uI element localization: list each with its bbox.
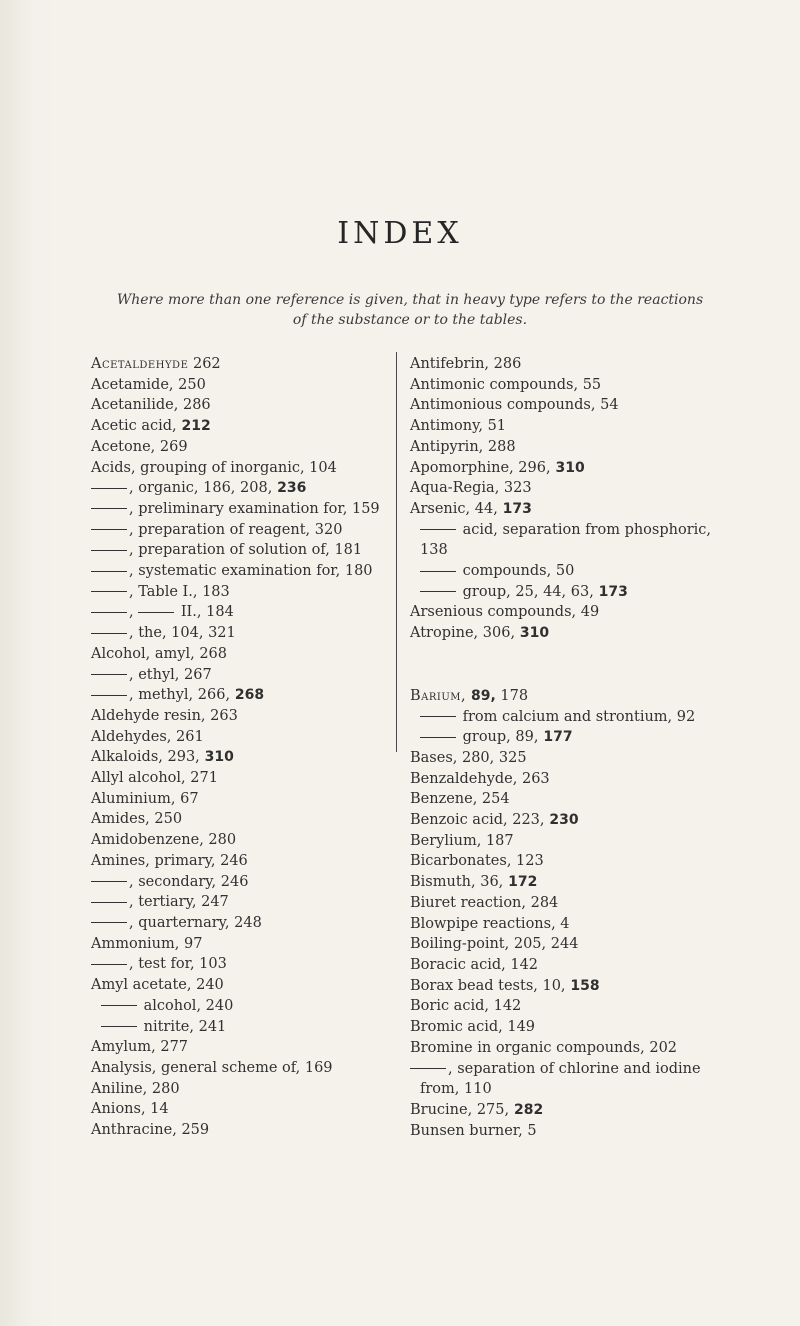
entry-refs: 149 <box>502 1019 536 1036</box>
ditto-dash <box>91 674 127 675</box>
index-entry <box>410 375 710 396</box>
index-entry <box>410 602 710 623</box>
entry-heading: Antipyrin, <box>410 438 484 455</box>
entry-refs: 254 <box>477 791 510 808</box>
entry-heading: Acids, grouping of inorganic, <box>91 459 305 476</box>
index-entry <box>410 478 710 499</box>
index-entry <box>91 499 380 520</box>
entry-refs: 186, 208, <box>198 480 273 497</box>
entry-heading: Blowpipe reactions, <box>410 915 556 932</box>
entry-refs: 263 <box>205 707 238 724</box>
entry-heading: Borax bead tests, <box>410 977 538 994</box>
entry-heading: Analysis, general scheme of, <box>91 1059 301 1076</box>
ditto-dash <box>91 550 127 551</box>
index-entry <box>410 458 710 479</box>
entry-heading: , test for, <box>129 956 195 973</box>
index-entry <box>91 354 361 375</box>
index-entry <box>91 975 361 996</box>
entry-heading: Amyl acetate, <box>91 977 192 994</box>
entry-refs: 25, 44, 63, <box>510 583 594 600</box>
entry-heading: Anthracine, <box>91 1122 177 1139</box>
entry-refs: 240 <box>201 997 234 1014</box>
entry-heading: , quarternary, <box>129 914 230 931</box>
entry-heading: Aniline, <box>91 1080 148 1097</box>
entry-refs: 180 <box>340 563 373 580</box>
index-entry <box>410 520 710 541</box>
index-entry <box>410 1079 710 1100</box>
entry-heading: Benzoic acid, <box>410 812 508 829</box>
entry-refs: 14 <box>145 1101 169 1118</box>
entry-refs: 277 <box>155 1039 189 1056</box>
entry-heading: Acetaldehyde <box>91 356 189 372</box>
index-entry <box>410 623 710 644</box>
index-entry <box>91 540 361 561</box>
entry-heading: Acetic acid, <box>91 418 177 435</box>
entry-heavy-ref: 236 <box>272 480 307 497</box>
entry-refs: 159 <box>347 500 380 517</box>
entry-heavy-ref: 310 <box>515 625 550 642</box>
ditto-dash <box>420 571 456 572</box>
entry-heading: Alkaloids, <box>91 749 163 766</box>
ditto-dash <box>91 591 127 592</box>
entry-refs: 50 <box>551 563 575 580</box>
index-entry <box>410 748 710 769</box>
column-divider <box>396 352 397 752</box>
entry-heading: , systematic examination for, <box>129 563 341 580</box>
index-entry <box>91 685 361 706</box>
entry-heading: Bunsen burner, <box>410 1122 523 1139</box>
entry-heading: Antifebrin, <box>410 356 490 372</box>
index-entry <box>91 892 361 913</box>
entry-heading: acid, separation from phosphoric, <box>458 521 712 538</box>
entry-refs: 67 <box>175 790 199 807</box>
entry-refs: 103 <box>194 956 227 973</box>
ditto-dash <box>420 737 456 738</box>
entry-refs: 10, <box>537 977 566 994</box>
entry-heavy-ref: 172 <box>503 874 538 891</box>
entry-refs: 202 <box>644 1039 678 1056</box>
index-entry <box>91 665 361 686</box>
entry-heading: , ethyl, <box>129 666 180 683</box>
index-entry <box>91 913 361 934</box>
index-entry <box>410 561 710 582</box>
index-entry <box>91 727 361 748</box>
index-note: Where more than one reference is given, that in heavy type refers to the reactions of the substance or to the tables. <box>116 292 704 328</box>
index-entry <box>91 934 361 955</box>
entry-heavy-ref: 282 <box>509 1101 544 1118</box>
index-entry <box>91 1079 361 1100</box>
entry-heavy-ref: 268 <box>230 687 265 704</box>
index-entry <box>410 831 710 852</box>
entry-refs: 268 <box>194 645 228 662</box>
entry-refs: 44, <box>470 500 498 517</box>
entry-heading: Amylum, <box>91 1039 156 1056</box>
index-entry <box>410 499 710 520</box>
entry-heading: Brucine, <box>410 1101 473 1118</box>
entry-refs: 269 <box>155 438 188 455</box>
entry-heading: Alcohol, amyl, <box>91 645 195 662</box>
ditto-dash <box>420 529 456 530</box>
index-entry <box>91 437 361 458</box>
entry-refs: 286 <box>489 356 522 372</box>
entry-refs: 247 <box>196 894 229 911</box>
index-entry <box>91 520 361 541</box>
entry-heading: Amides, <box>91 811 150 828</box>
entry-refs: 184 <box>201 604 234 621</box>
index-entry <box>91 582 361 603</box>
entry-heading: Bases, <box>410 749 458 766</box>
entry-heading: alcohol, <box>139 997 202 1014</box>
entry-refs: 36, <box>475 874 504 891</box>
entry-refs: 323 <box>499 480 532 497</box>
index-entry <box>91 416 361 437</box>
ditto-dash <box>91 488 127 489</box>
entry-refs: 142 <box>505 956 539 973</box>
entry-refs: 246 <box>216 873 249 890</box>
ditto-dash <box>101 1005 137 1006</box>
ditto-dash <box>91 571 127 572</box>
entry-heavy-ref: 173 <box>593 583 628 600</box>
entry-heading: Bismuth, <box>410 874 476 891</box>
index-entry <box>91 478 361 499</box>
entry-heading: , secondary, <box>129 873 217 890</box>
entry-heading: Arsenious compounds, <box>410 604 577 621</box>
entry-refs: 262 <box>188 356 221 372</box>
entry-heading: Berylium, <box>410 832 482 849</box>
entry-heading: , Table I., <box>129 583 198 600</box>
entry-subheading: II., <box>176 604 202 621</box>
entry-refs: 51 <box>482 418 507 435</box>
entry-refs: 49 <box>576 604 600 621</box>
entry-heading: Amidobenzene, <box>91 832 204 849</box>
index-entry <box>91 1037 361 1058</box>
index-entry <box>91 996 361 1017</box>
entry-heading: Anions, <box>91 1101 146 1118</box>
ditto-dash <box>420 716 456 717</box>
entry-heading: Boric acid, <box>410 998 489 1015</box>
entry-refs: 55 <box>578 376 602 393</box>
entry-heading: Acetanilide, <box>91 397 179 414</box>
entry-heading: Aqua-Regia, <box>410 480 500 497</box>
index-column-left <box>91 354 380 1141</box>
entry-refs: 223, <box>507 812 545 829</box>
index-entry <box>91 747 361 768</box>
entry-refs: 205, 244 <box>509 936 579 953</box>
index-column-right <box>410 354 710 1141</box>
entry-refs: 5 <box>522 1122 537 1139</box>
entry-refs: 178 <box>495 687 529 704</box>
entry-refs: 123 <box>511 853 544 870</box>
entry-heading: Boiling-point, <box>410 936 510 953</box>
entry-heading: from, <box>420 1081 460 1098</box>
entry-heading: Allyl alcohol, <box>91 770 186 787</box>
entry-heading: Aldehyde resin, <box>91 707 206 724</box>
entry-heading: Bromine in organic compounds, <box>410 1039 645 1056</box>
index-entry <box>91 1099 361 1120</box>
entry-heavy-ref: 310 <box>550 459 585 476</box>
entry-refs: 181 <box>329 542 363 559</box>
entry-refs: 110 <box>459 1081 492 1098</box>
entry-heading: , separation of chlorine and iodine <box>448 1060 701 1077</box>
index-entry <box>410 996 710 1017</box>
entry-heading: Bromic acid, <box>410 1019 503 1036</box>
entry-heading: Antimonic compounds, <box>410 376 579 393</box>
entry-refs: 246 <box>215 852 248 869</box>
entry-heading: from calcium and strontium, <box>458 708 673 725</box>
entry-refs: 275, <box>472 1101 510 1118</box>
entry-heading: Amines, primary, <box>91 852 216 869</box>
entry-heading: Aluminium, <box>91 790 176 807</box>
index-entry <box>91 644 361 665</box>
index-entry <box>91 623 361 644</box>
section-gap <box>410 644 710 686</box>
index-entry <box>410 437 710 458</box>
index-entry <box>410 914 710 935</box>
index-entry <box>91 809 361 830</box>
entry-heading: , preparation of solution of, <box>129 542 330 559</box>
index-entry <box>410 955 710 976</box>
entry-heading: Aldehydes, <box>91 728 172 745</box>
ditto-dash <box>410 1068 446 1069</box>
index-entry <box>410 582 710 603</box>
entry-refs: 104 <box>304 459 337 476</box>
entry-heading: 138 <box>420 542 448 559</box>
index-entry <box>410 686 710 707</box>
ditto-dash <box>91 964 127 965</box>
entry-refs: 248 <box>229 914 262 931</box>
entry-refs: 320 <box>310 521 343 538</box>
entry-refs: 4 <box>555 915 570 932</box>
entry-refs: 97 <box>179 935 203 952</box>
entry-heading: Boracic acid, <box>410 956 506 973</box>
entry-heading: compounds, <box>458 563 552 580</box>
index-entry <box>410 1121 710 1142</box>
index-entry <box>91 768 361 789</box>
index-entry <box>91 458 361 479</box>
index-entry <box>91 789 361 810</box>
entry-refs: 306, <box>478 625 516 642</box>
entry-refs: 187 <box>481 832 514 849</box>
entry-refs: 280 <box>147 1080 180 1097</box>
ditto-dash <box>91 881 127 882</box>
entry-heavy-ref: 310 <box>199 749 234 766</box>
index-entry <box>410 893 710 914</box>
entry-heading: , methyl, <box>129 687 194 704</box>
index-entry <box>410 354 710 375</box>
entry-refs: 92 <box>672 708 696 725</box>
ditto-dash <box>91 508 127 509</box>
index-entry <box>410 934 710 955</box>
entry-heading: Bicarbonates, <box>410 853 512 870</box>
index-entry <box>91 706 361 727</box>
entry-refs: 267 <box>179 666 212 683</box>
ditto-dash <box>138 612 174 613</box>
entry-refs: 263 <box>517 770 550 787</box>
entry-heavy-ref: 230 <box>544 812 579 829</box>
index-entry <box>91 1017 361 1038</box>
entry-heading: Barium, <box>410 687 467 704</box>
entry-refs: 250 <box>149 811 183 828</box>
entry-heading: Atropine, <box>410 625 479 642</box>
index-entry <box>410 872 710 893</box>
entry-refs: 293, <box>162 749 200 766</box>
entry-heading: Benzaldehyde, <box>410 770 518 787</box>
entry-refs: 286 <box>178 397 211 414</box>
entry-heading: Benzene, <box>410 791 478 808</box>
index-section-b <box>410 686 710 1141</box>
entry-refs: 241 <box>194 1018 227 1035</box>
index-entry <box>410 727 710 748</box>
entry-refs: 240 <box>191 977 224 994</box>
entry-heading: , <box>129 604 134 621</box>
entry-heading: , organic, <box>129 480 199 497</box>
ditto-dash <box>91 612 127 613</box>
index-entry <box>91 872 361 893</box>
ditto-dash <box>91 633 127 634</box>
entry-heading: Ammonium, <box>91 935 180 952</box>
index-entry <box>410 810 710 831</box>
index-entry <box>410 1017 710 1038</box>
ditto-dash <box>420 591 456 592</box>
ditto-dash <box>91 695 127 696</box>
entry-heading: Antimonious compounds, <box>410 397 596 414</box>
ditto-dash <box>91 902 127 903</box>
index-entry <box>91 1058 361 1079</box>
entry-heading: Antimony, <box>410 418 483 435</box>
entry-refs: 169 <box>300 1059 333 1076</box>
entry-heading: Acetamide, <box>91 376 174 393</box>
entry-heavy-ref: 212 <box>176 418 211 435</box>
entry-heading: , the, <box>129 625 167 642</box>
ditto-dash <box>101 1026 137 1027</box>
index-entry <box>91 561 373 582</box>
entry-refs: 259 <box>176 1122 210 1139</box>
index-entry <box>91 851 361 872</box>
entry-heading: nitrite, <box>139 1018 194 1035</box>
entry-refs: 280, 325 <box>457 749 527 766</box>
entry-refs: 271 <box>185 770 218 787</box>
entry-heading: , preliminary examination for, <box>129 500 348 517</box>
index-entry <box>410 1100 710 1121</box>
entry-heading: , tertiary, <box>129 894 197 911</box>
entry-refs: 89, <box>510 729 539 746</box>
entry-heavy-ref: 158 <box>565 977 600 994</box>
entry-refs: 284 <box>526 894 559 911</box>
index-entry <box>91 395 361 416</box>
index-entry <box>410 540 710 561</box>
entry-heavy-ref: 177 <box>538 729 573 746</box>
entry-heading: Apomorphine, <box>410 459 514 476</box>
ditto-dash <box>91 922 127 923</box>
index-entry <box>91 830 361 851</box>
entry-refs: 280 <box>203 832 237 849</box>
page-title: INDEX <box>337 216 463 251</box>
entry-heading: Biuret reaction, <box>410 894 526 911</box>
entry-refs: 104, 321 <box>166 625 236 642</box>
entry-refs: 142 <box>488 998 522 1015</box>
entry-refs: 261 <box>171 728 204 745</box>
entry-heavy-ref: 173 <box>497 500 532 517</box>
entry-heading: , preparation of reagent, <box>129 521 311 538</box>
index-section-a <box>410 354 710 644</box>
index-entry <box>91 954 361 975</box>
entry-refs: 183 <box>197 583 230 600</box>
index-entry <box>91 375 361 396</box>
index-entry <box>91 1120 361 1141</box>
index-entry <box>410 976 710 997</box>
index-entry <box>410 769 710 790</box>
entry-refs: 54 <box>595 397 619 414</box>
index-entry <box>410 1038 710 1059</box>
index-entry <box>410 707 710 728</box>
entry-refs: 296, <box>513 459 551 476</box>
entry-refs: 288 <box>483 438 516 455</box>
index-entry <box>410 789 710 810</box>
index-entry <box>410 851 710 872</box>
entry-heading: group, <box>458 583 511 600</box>
entry-heading: Arsenic, <box>410 500 471 517</box>
index-entry <box>410 1059 710 1080</box>
entry-heading: Acetone, <box>91 438 156 455</box>
entry-refs: 266, <box>193 687 231 704</box>
index-entry <box>410 395 710 416</box>
entry-refs: 250 <box>173 376 206 393</box>
entry-heavy-ref: 89, <box>466 687 496 704</box>
index-entry <box>91 602 361 623</box>
index-entry <box>410 416 710 437</box>
entry-heading: group, <box>458 729 511 746</box>
ditto-dash <box>91 529 127 530</box>
